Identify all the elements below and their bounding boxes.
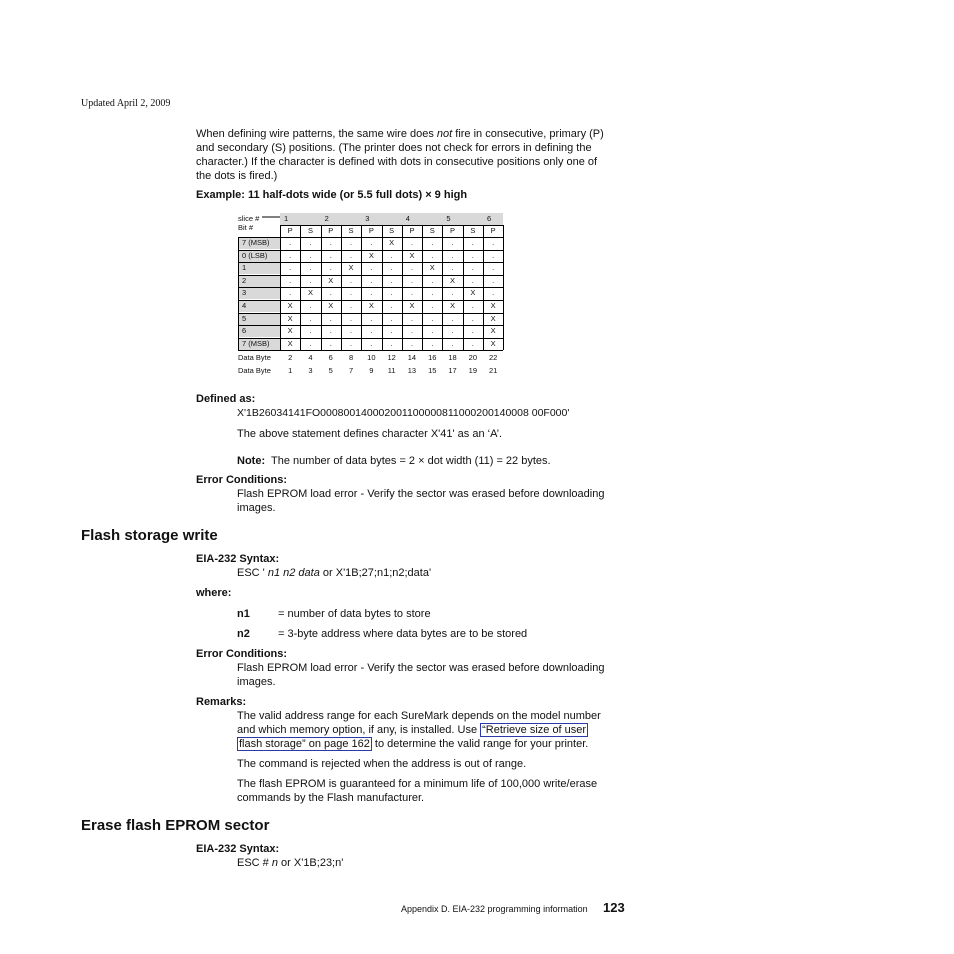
error-line: images. [237, 676, 276, 688]
dot-cell: . [431, 301, 434, 310]
dot-cell: . [390, 275, 393, 285]
error-line: Flash EPROM load error - Verify the sector was erased before downloading [237, 488, 605, 500]
dot-cell: . [390, 326, 393, 336]
dot-cell: . [309, 275, 312, 285]
dot-cell: . [471, 301, 474, 310]
dot-cell: . [471, 238, 474, 247]
updated-date: Updated April 2, 2009 [81, 98, 171, 109]
dot-cell: . [309, 313, 312, 323]
slice-number: 2 [324, 214, 329, 223]
remarks-line: commands by the Flash manufacturer. [237, 792, 425, 804]
dot-cell: X [470, 288, 476, 298]
grid-hline [238, 300, 503, 301]
data-byte-value: 9 [369, 366, 374, 376]
grid-hline [238, 262, 503, 263]
position-label: S [470, 226, 476, 235]
slice-number: 6 [487, 214, 492, 223]
dot-cell: X [409, 301, 415, 310]
dot-cell: . [492, 288, 495, 298]
param-name-n1: n1 [237, 608, 250, 620]
dot-cell: . [309, 263, 312, 273]
dot-cell: . [309, 301, 312, 310]
data-byte-value: 14 [407, 353, 417, 363]
dot-cell: . [329, 313, 332, 323]
dot-cell: . [451, 313, 454, 323]
bit-row-label: 3 [238, 287, 280, 299]
grid-vline [238, 237, 239, 350]
intro-paragraph [196, 127, 636, 183]
dot-cell: . [431, 326, 434, 336]
dot-cell: X [490, 326, 496, 336]
dot-cell: . [289, 275, 292, 285]
dot-cell: . [492, 263, 495, 273]
slice-label: slice # [238, 214, 260, 223]
dot-cell: . [492, 250, 495, 260]
slice-number: 5 [446, 214, 451, 223]
data-byte-value: 6 [328, 353, 333, 363]
error-conditions-text [237, 661, 604, 689]
dot-cell: . [390, 263, 393, 273]
dot-cell: . [289, 238, 292, 247]
dot-cell: . [329, 288, 332, 298]
data-byte-value: 17 [448, 366, 457, 376]
syntax-part: or X'1B;23;n' [277, 857, 344, 869]
dot-cell: . [370, 263, 373, 273]
dot-cell: X [287, 326, 293, 336]
position-label: S [429, 226, 435, 235]
retrieve-size-link[interactable]: “Retrieve size of user [482, 724, 587, 736]
remarks-paragraph [237, 709, 637, 751]
intro-emphasis: not [436, 128, 453, 140]
dot-cell: . [349, 238, 353, 247]
dot-cell: . [309, 326, 312, 336]
dot-cell: . [471, 326, 474, 336]
dot-cell: . [451, 238, 454, 247]
position-label: P [409, 226, 415, 235]
dot-cell: . [390, 338, 393, 348]
data-byte-label: Data Byte [238, 366, 271, 376]
dot-cell: . [329, 338, 332, 348]
grid-hline [238, 275, 503, 276]
data-byte-value: 3 [308, 366, 313, 376]
dot-cell: . [309, 250, 312, 260]
dot-cell: . [289, 288, 292, 298]
dot-cell: X [287, 313, 293, 323]
grid-hline [238, 313, 503, 314]
intro-line: the dots is fired.) [196, 170, 278, 182]
syntax-part: ESC # [237, 857, 272, 869]
example-heading: Example: 11 half-dots wide (or 5.5 full dots) × 9 high [196, 189, 468, 201]
data-byte-value: 5 [328, 366, 333, 376]
note [237, 454, 551, 468]
dot-cell: . [410, 326, 413, 336]
remarks-rejected: The command is rejected when the address is out of range. [237, 758, 527, 770]
note-label: Note: [237, 455, 266, 467]
dot-cell: . [431, 250, 434, 260]
data-byte-value: 20 [468, 353, 477, 363]
dot-cell: . [431, 275, 434, 285]
defined-as-statement: The above statement defines character X'41' as an ‘A’. [237, 428, 503, 440]
dot-cell: . [329, 250, 332, 260]
remarks-label: Remarks: [196, 696, 247, 708]
dot-cell: X [409, 250, 415, 260]
dot-cell: . [451, 263, 454, 273]
dot-cell: X [429, 263, 435, 273]
dot-cell: X [450, 275, 456, 285]
syntax-part: ESC ' [237, 567, 268, 579]
dot-cell: . [471, 313, 474, 323]
position-label: S [389, 226, 395, 235]
dot-cell: . [329, 326, 332, 336]
bit-label: Bit # [238, 223, 254, 232]
data-byte-value: 13 [407, 366, 417, 376]
note-text: The number of data bytes = 2 × dot width (11) = 22 bytes. [271, 455, 551, 467]
where-label: where: [196, 587, 232, 599]
grid-hline [238, 325, 503, 326]
data-byte-label: Data Byte [238, 353, 271, 363]
dot-cell: . [309, 338, 312, 348]
dot-cell: . [471, 338, 474, 348]
intro-line: character.) If the character is defined with dots in consecutive positions only one of [196, 156, 598, 168]
position-label: P [490, 226, 496, 235]
param-desc-n2: = 3-byte address where data bytes are to be stored [278, 628, 528, 640]
dot-cell: . [492, 238, 495, 247]
data-byte-value: 8 [348, 353, 354, 363]
intro-text: fire in consecutive, primary (P) [452, 128, 604, 140]
grid-hline [238, 350, 503, 351]
dot-cell: . [451, 326, 454, 336]
dot-cell: X [450, 301, 456, 310]
data-byte-value: 15 [428, 366, 437, 376]
dot-cell: X [490, 313, 496, 323]
error-conditions-label: Error Conditions: [196, 474, 288, 486]
section-title-flash-storage-write: Flash storage write [81, 527, 218, 544]
dot-cell: . [370, 313, 373, 323]
dot-cell: . [431, 238, 434, 247]
dot-cell: . [410, 275, 413, 285]
remarks-line: The valid address range for each SureMark depends on the model number [237, 710, 601, 722]
dot-cell: X [287, 338, 293, 348]
data-byte-value: 11 [387, 366, 396, 376]
bit-row-label: 5 [238, 313, 280, 325]
dot-cell: X [328, 301, 334, 310]
grid-vline [503, 225, 504, 350]
data-byte-value: 2 [288, 353, 293, 363]
dot-cell: . [431, 313, 434, 323]
position-label: P [368, 226, 374, 235]
dot-cell: . [329, 263, 332, 273]
dot-cell: . [431, 338, 434, 348]
dot-cell: . [349, 313, 353, 323]
grid-hline [238, 250, 503, 251]
error-conditions-label: Error Conditions: [196, 648, 288, 660]
dot-cell: . [349, 250, 353, 260]
bit-row-label: 4 [238, 300, 280, 312]
data-byte-value: 21 [488, 366, 498, 376]
dot-cell: X [307, 288, 313, 298]
grid-hline [280, 225, 503, 226]
data-byte-value: 10 [367, 353, 376, 363]
dot-cell: . [471, 250, 474, 260]
dot-cell: . [370, 275, 373, 285]
dot-cell: X [490, 301, 496, 310]
footer-appendix: Appendix D. EIA-232 programming information [401, 904, 588, 914]
dot-cell: X [287, 301, 293, 310]
dot-cell: . [390, 313, 393, 323]
dot-cell: . [410, 263, 413, 273]
position-label: S [348, 226, 354, 235]
data-byte-value: 12 [387, 353, 396, 363]
grid-hline [238, 237, 503, 238]
dot-cell: . [410, 288, 413, 298]
dot-cell: . [349, 338, 353, 348]
bit-row-label: 7 (MSB) [238, 237, 280, 249]
syntax-part: or X'1B;27;n1;n2;data' [319, 567, 432, 579]
dot-cell: . [390, 288, 393, 298]
dot-cell: . [309, 238, 312, 247]
dot-cell: . [451, 338, 454, 348]
dot-cell: . [289, 250, 292, 260]
syntax-label: EIA-232 Syntax: [196, 843, 280, 855]
slice-header-bg [280, 213, 503, 225]
dot-cell: . [471, 275, 474, 285]
syntax-param: n [271, 857, 278, 869]
error-line: images. [237, 502, 276, 514]
dot-cell: . [370, 338, 373, 348]
param-name-n2: n2 [237, 628, 250, 640]
syntax-text [237, 566, 431, 580]
dot-cell: . [410, 338, 413, 348]
slice-number: 1 [284, 214, 289, 223]
error-conditions-text [237, 487, 604, 515]
bit-row-label: 1 [238, 262, 280, 274]
dot-cell: X [490, 338, 496, 348]
error-line: Flash EPROM load error - Verify the sector was erased before downloading [237, 662, 605, 674]
bit-row-label: 2 [238, 275, 280, 287]
page-number: 123 [603, 900, 625, 915]
dot-pattern-figure [238, 212, 508, 382]
dot-cell: . [349, 275, 353, 285]
slice-number: 4 [405, 214, 410, 223]
dot-cell: X [348, 263, 354, 273]
data-byte-value: 16 [428, 353, 437, 363]
data-byte-value: 18 [448, 353, 457, 363]
dot-cell: X [368, 250, 374, 260]
bit-row-label: 0 (LSB) [238, 250, 280, 262]
section-title-erase-flash: Erase flash EPROM sector [81, 817, 270, 834]
position-label: S [307, 226, 313, 235]
dot-cell: . [349, 326, 353, 336]
position-label: P [287, 226, 293, 235]
remarks-lifetime [237, 777, 597, 805]
dot-cell: . [289, 263, 292, 273]
remarks-line: The flash EPROM is guaranteed for a minimum life of 100,000 write/erase [237, 778, 598, 790]
defined-as-value: X'1B26034141FO000800140002001100000811000200140008 00F000' [237, 407, 570, 419]
dot-cell: . [390, 250, 393, 260]
dot-cell: X [389, 238, 395, 247]
intro-text: When defining wire patterns, the same wire does [196, 128, 437, 140]
dot-cell: . [492, 275, 495, 285]
dot-cell: . [451, 250, 454, 260]
dot-cell: . [349, 301, 353, 310]
data-byte-value: 7 [348, 366, 354, 376]
dot-cell: . [410, 238, 413, 247]
dot-cell: X [328, 275, 334, 285]
param-desc-n1: = number of data bytes to store [278, 608, 431, 620]
syntax-param: n1 n2 data [267, 567, 320, 579]
data-byte-value: 4 [308, 353, 313, 363]
data-byte-value: 22 [488, 353, 498, 363]
dot-cell: . [390, 301, 393, 310]
dot-cell: . [370, 238, 373, 247]
remarks-text: and which memory option, if any, is installed. Use [237, 724, 481, 736]
remarks-text: to determine the valid range for your printer. [371, 738, 589, 750]
data-byte-value: 19 [468, 366, 477, 376]
dot-cell: . [370, 288, 373, 298]
slice-number: 3 [365, 214, 370, 223]
position-label: P [328, 226, 334, 235]
data-byte-value: 1 [288, 366, 293, 376]
dot-cell: . [410, 313, 413, 323]
dot-cell: . [431, 288, 434, 298]
bit-row-label: 7 (MSB) [238, 338, 280, 350]
syntax-text [237, 856, 343, 870]
intro-line: and secondary (S) positions. (The printer does not check for errors in defining the [196, 142, 592, 154]
dot-cell: . [451, 288, 454, 298]
dot-cell: . [471, 263, 474, 273]
grid-hline [238, 338, 503, 339]
position-label: P [450, 226, 456, 235]
syntax-label: EIA-232 Syntax: [196, 553, 280, 565]
dot-cell: X [368, 301, 374, 310]
dot-cell: . [329, 238, 332, 247]
bit-row-label: 6 [238, 325, 280, 337]
defined-as-label: Defined as: [196, 393, 256, 405]
dot-cell: . [370, 326, 373, 336]
retrieve-size-link-page[interactable]: flash storage” on page 162 [239, 738, 370, 750]
grid-hline [238, 287, 503, 288]
dot-cell: . [349, 288, 353, 298]
